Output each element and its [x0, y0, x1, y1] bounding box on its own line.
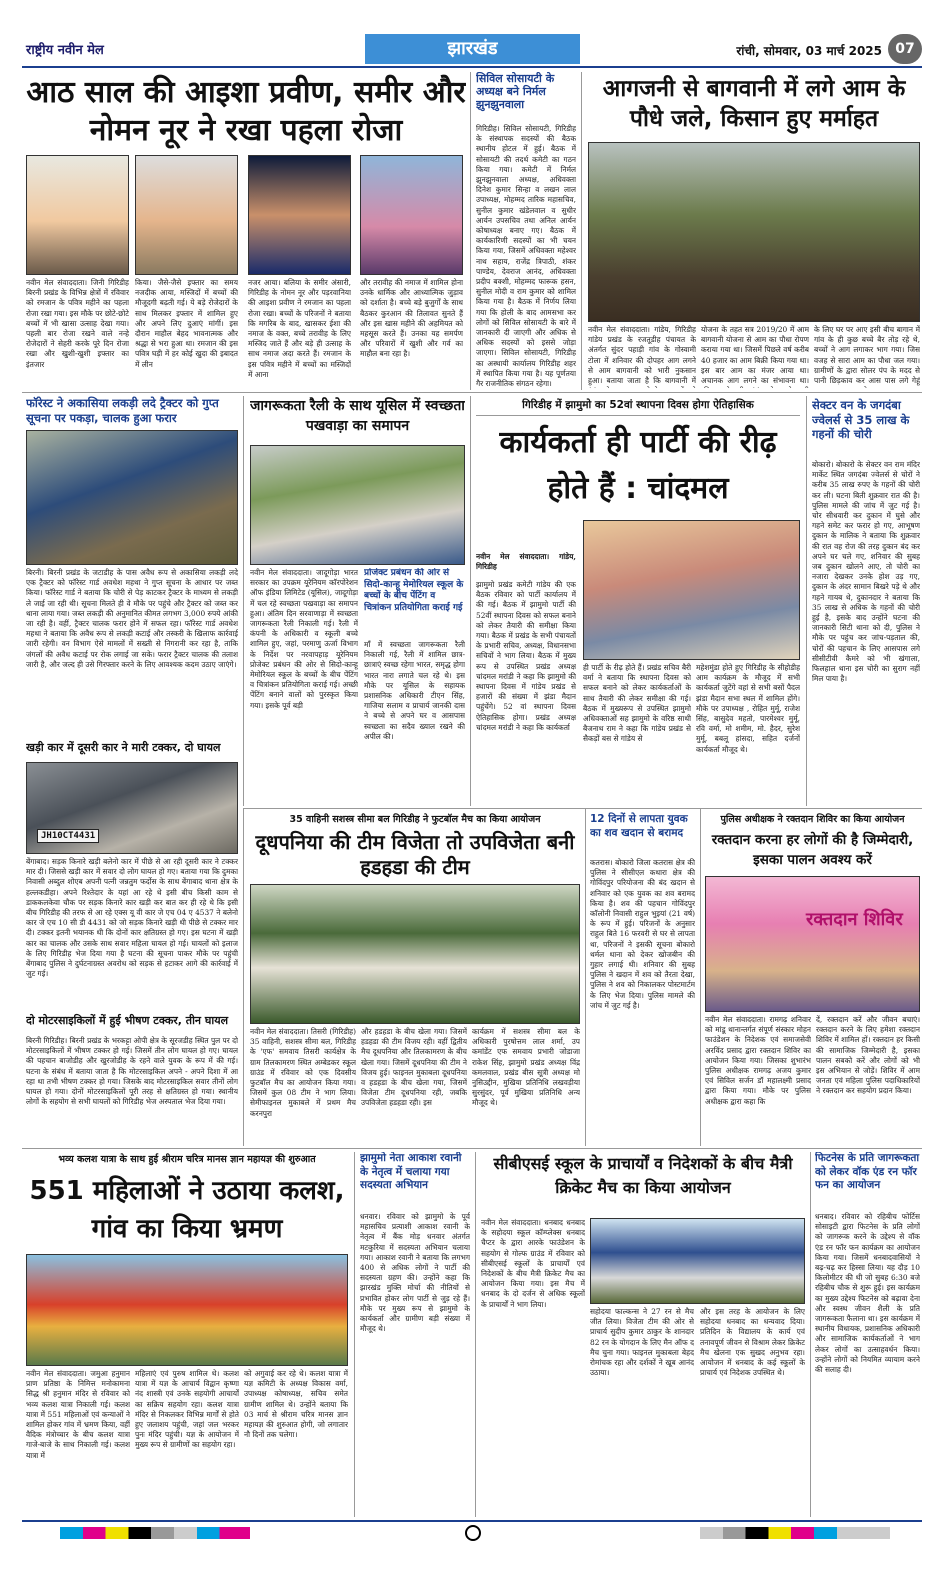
story16-headline: फिटनेस के प्रति जागरूकता को लेकर वॉक एंड रन फॉर फन का आयोजन — [815, 1152, 920, 1191]
story2-headline: सिविल सोसायटी के अध्यक्ष बने निर्मल झुनझुनवाला — [476, 72, 555, 111]
story10-kicker: 35 वाहिनी सशस्त्र सीमा बल गिरिडीह ने फुटबॉल मैच का किया आयोजन — [289, 814, 541, 825]
registration-marks-left — [60, 1527, 250, 1539]
story6-col3: महेशमुंडा होते हुए गिरिडीह के सीहोडीह आम कार्यक्रम के मौजूद में सभी कार्यकर्ता जुटेंगे वहां से सभी बसों पैदल झंडा मैदान सभा स्थल में शामिल होंगे। मौके पर उपाध्यक्ष , रोहित मुर्मू, राजेश सिंह, बासुदेव महतो, पारमेश्वर मुर्मू, रवि वर्मा, मो शमीम, मो. हैदर, सुरेश मुर्मू, बबलू हांसदा, सहित दर्जनों कार्यकर्ता मौजूद थे। — [696, 663, 800, 754]
story3-col3: के लिए घर पर आए इसी बीच बागान में गांव के ही कुछ बच्चे बैर तोड़ रहे थे, बच्चों ने आग लगाकर भाग गया। जिस वजह से सारा आम का पौधा जल गया। ग्रामीणों के द्वारा सोलर पंप के मदद से पानी छिड़काव कर आस पास लगे गेहूं — [814, 325, 920, 386]
story7-body: बोकारो। बोकारो के सेक्टर वन राम मंदिर मार्केट स्थित जगदंबा ज्वेलर्स से चोरों ने करीब 35 लाख रुपए के गहनों की चोरी कर ली। घटना बिती शुक्रवार रात की है। पुलिस मामले की जांच में जुट गई है। चोर सीधवारी कर दुकान में घुसे और गहने समेट कर फरार हो गए, आभूषण दुकान के मालिक ने बताया कि शुक्रवार की रात वह रोज की तरह दुकान बंद कर अपने घर चले गए, शनिवार की सुबह जब दुकान खोलने आए, तो चोरी का नजारा देखकर उनके होश उड़ गए, दुकान के अंदर सामान बिखरे पड़े थे और गहने गायब थे, दुकानदार ने बताया कि 35 लाख से अधिक के गहनों की चोरी हुई है, इसके बाद उन्होंने घटना की जानकारी सिटी थाना को दी, पुलिस ने मौके पर पहुंच कर जांच-पड़ताल की, चोरों की पहचान के लिए आसपास लगे सीसीटीवी कैमरे को भी खंगाला, फिलहाल थाना इस चोरी का सुराग नहीं मिल पाया है। — [812, 460, 920, 684]
registration-target-icon — [465, 1525, 481, 1541]
story15-col3: और इस तरह के आयोजन के लिए सहोदया धनबाद का धन्यवाद दिया। प्रतिदिन के विद्यालय के कार्य एवं तनावपूर्ण जीवन से विश्राम लेकर क्रिकेट मैच खेलना एक सुखद अनुभव रहा। आयोजन में धनबाद के कई स्कूलों के प्राचार्य एवं निदेशक उपस्थित थे। — [700, 1307, 805, 1378]
story10-col1: नवीन मेल संवाददाता। तिसरी (गिरिडीह) 35 वाहिनी, सशस्त्र सीमा बल, गिरिडीह के 'एफ' समवाय तिसरी कार्यक्षेत्र के ग्राम तिलकामरण स्थित अम्बेडकर स्कूल ग्राउंड में रविवार को एक दिवसीय फुटबॉल मैच का आयोजन किया गया। जिसमें कुल 08 टीम ने भाग लिया। सेमीफाइनल मुकाबले में प्रथम मैच करनपुरा — [250, 1027, 356, 1118]
page-number: 07 — [888, 34, 922, 64]
story1-col4: और तरावीह की नमाज में शामिल होना उनके धार्मिक और आध्यात्मिक जुड़ाव को दर्शाता है। बच्चे बड़े बुजुर्गों के साथ बैठकर कुरआन की तिलावत सुनते हैं और इस खास महीने की अहमियत को महसूस करते हैं। उनका यह समर्पण और परिवारों में खुशी और गर्व का माहौल बना रहा है। — [360, 278, 463, 359]
story11-body: कतरास। बोकारो जिला कतरास क्षेत्र की पुलिस ने सीसीएल कथारा क्षेत्र की गोविंदपुर परियोजना की बंद खदान से शनिवार को एक युवक का शव बरामद किया है। शव की पहचान गोविंदपुर कॉलोनी निवासी राहुल भुइयां (21 वर्ष) के रूप में हुई। परिजनों के अनुसार राहुल बिते 16 फरवरी से घर से लापता था, परिजनों ने इसकी सूचना बोकारो थर्मल थाना को देकर खोजबीन की गुहार लगाई थी। शनिवार की सुबह पुलिस ने खदान में शव को तैरता देखा, पुलिस ने शव को निकालकर पोस्टमार्टम के लिए भेज दिया। पुलिस मामले की जांच में जुट गई है। — [590, 858, 695, 1010]
story11-headline: 12 दिनों से लापता युवक का शव खदान से बरामद — [590, 813, 688, 839]
story1-col1: नवीन मेल संवाददाता। जिनी गिरिडीह बिरनी प्रखंड के विभिन्न क्षेत्रों में रविवार को रमजान के पवित्र महीने का पहला रोजा रखा गया। इस मौके पर छोटे-छोटे बच्चों में भी खासा उत्साह देखा गया। पहली बार रोजा रखने वाले नन्हे रोजेदारों ने सेहरी करके पूरे दिन रोजा रखा और खुशी-खुशी इफ्तार का इंतजार — [26, 278, 129, 369]
story12-col2: दें, रक्तदान करें और जीवन बचाएं। रक्तदान करने के लिए हमेशा रक्तदान शिविर में शामिल हों। रक्तदान हर किसी की सामाजिक जिम्मेदारी है, इसका पालन सबको करें और लोगों को भी इस अभियान से जोड़ें। शिविर में आम जनता एवं महिला पुलिस पदाधिकारियों ने रक्तदान कर सहयोग प्रदान किया। — [816, 1015, 920, 1096]
child-photo-1 — [26, 155, 129, 275]
story10-headline: दूधपनिया की टीम विजेता तो उपविजेता बनी हडहडा की टीम — [255, 830, 575, 879]
child-photo-2 — [135, 155, 238, 275]
story1-headline: आठ साल की आइशा प्रवीण, समीर और नोमन नूर ने रखा पहला रोजा — [26, 75, 466, 148]
football-team-photo — [250, 884, 580, 1024]
story10-col3: कार्यक्रम में सशस्त्र सीमा बल के अधिकारी पुरषोत्तम लाल शर्मा, उप कमांडेंट एफ समवाय प्रभारी जोडाजा राकेश सिंह, झामुमो प्रखंड अध्यक्ष विंद्र कमलवाल, प्रखंड बीस सूत्री अध्यक्ष मो नुसिउद्दीन, मुखिया प्रतिनिधि लखवड़ीया सुरसुंदर, पूर्व मुखिया प्रतिनिधि अन्य मौजूद थे। — [472, 1027, 580, 1108]
car-crash-photo — [26, 762, 238, 854]
kalash-yatra-photo — [26, 1254, 348, 1366]
child-photo-4 — [360, 155, 463, 275]
child-photo-3 — [248, 155, 351, 275]
orchard-fire-photo — [588, 142, 920, 322]
story7-headline: सेक्टर वन के जगदंबा ज्वेलर्स से 35 लाख के गहनों की चोरी — [812, 398, 910, 441]
story10-col2: और हडहडा के बीच खेला गया। जिसमें हडहडा की टीम विजय रही। वहीं द्वितीय मैच दूधपनिया और तिलकामरण के बीच खेला गया। जिसमें दूधपनिया की टीम ने विजय हुई। फाइनल मुकाबला दूधपनिया व हडहडा के बीच खेला गया, जिसमें विजेता टीम दूधपनिया रही, जबकि उपविजेता हडहडा रही। इस — [361, 1027, 467, 1108]
story5-side-head: प्रोजेक्ट प्रबंधन की ओर से सिदो-कान्हू मेमोरियल स्कूल के बच्चों के बीच पेंटिंग व चित्रांकन प्रतियोगिता कराई गई — [364, 568, 464, 613]
story13-headline: 551 महिलाओं ने उठाया कलश, गांव का किया भ्रमण — [29, 1176, 345, 1244]
story1-col3: नजर आया। बलिया के समीर अंसारी, गिरिडीह के नोमन नूर और पड़रवानिया की आइशा प्रवीण ने रमजान का पहला रोजा रखा। बच्चों के परिजनों ने बताया कि मगरिब के बाद, खासकर ईशा की नमाज के वक्त, बच्चे तरावीह के लिए मस्जिद जाते हैं और बड़े ही उत्साह के साथ नमाज अदा करते हैं। रमजान के इस पवित्र महीने में बच्चों का मस्जिदों में आना — [248, 278, 351, 379]
story8-body: बेंगाबाद। सड़क किनारे खड़ी बलेनो कार में पीछे से आ रही दूसरी कार ने टक्कर मार दी। जिससे खड़ी कार में सवार दो लोग घायल हो गए। बताया गया कि दुमका निवासी अब्दुल शोएब अपनी पत्नी जन्नतुम फर्दोस के साथ बेंगाबाद थाना क्षेत्र के हल्लकडीहा। अपने रिश्तेदार के यहां आ रहे थे इसी बीच किसी काम से डाककलकेवा चौक पर सड़क किनारे कार खड़ी कर बात कर ही रहे थे कि इसी बीच गिरिडीह की तरफ से आ रहे एक्स यू वी कार जे एच 04 ए 4537 ने बलेनो कार जे एच 10 सी डी 4431 को जो सड़क किनारे खड़ी थी पीछे से टक्कर मार दी। टक्कर इतनी भयानक थी कि दोनों कार क्षतिग्रस्त हो गए। इस घटना में खड़ी कार का चालक और उसके साथ सवार महिला घायल हो गई। घायलों को इलाज के लिए गिरिडीह भेज दिया गया है घटना की सूचना पाकर मौके पर पहुंची बेंगाबाद पुलिस ने दुर्घटनाग्रस्त अवरोध को सड़क से हटाकर आगे की कार्रवाई में जुट गई। — [26, 857, 238, 979]
story5-col2: माँ में स्वच्छता जागरूकता रैली निकाली गई, रैली में शामिल छात्र-छात्राएं स्वच्छ रहेगा भारत, समृद्ध होगा भारत नारा लगाते चल रहे थे। इस मौके पर यूसिल के सहायक प्रशासनिक अधिकारी टीएन सिंह, गाजिया सलाम व प्राचार्य जानकी दास ने बच्चे से अपने घर व आसपास स्वच्छता का सदैव ख्याल रखने की अपील की। — [364, 640, 465, 741]
section-title: झारखंड — [365, 34, 580, 64]
story8-headline: खड़ी कार में दूसरी कार ने मारी टक्कर, दो घायल — [26, 741, 221, 754]
number-plate: JH10CT4431 — [37, 829, 99, 843]
dateline: रांची, सोमवार, 03 मार्च 2025 — [736, 44, 882, 58]
story15-headline: सीबीएसई स्कूल के प्राचार्यों व निदेशकों के बीच मैत्री क्रिकेट मैच का किया आयोजन — [493, 1154, 793, 1197]
story6-kicker: गिरिडीह में झामुमो का 52वां स्थापना दिवस होगा ऐतिहासिक — [476, 398, 800, 416]
story6-col1: झामुमो प्रखंड कमेटी गांडेय की एक बैठक रविवार को पार्टी कार्यालय में की गई। बैठक में झामुमो पार्टी की 52वीं स्थापना दिवस को सफल बनाने को लेकर तैयारी की समीक्षा किया गया। बैठक में प्रखंड के सभी पंचायतों के प्रभारी सचिव, अध्यक्ष, विधानसभा सचिवों ने भाग लिया। बैठक में मुख्य रूप से उपस्थित प्रखंड अध्यक्ष चांदमल मरांडी ने कहा कि झामुमो की स्थापना दिवस में गांडेय प्रखंड से हजारों की संख्या में झंडा मैदान पहुंचेंगे। 52 वां स्थापना दिवस ऐतिहासिक होगा। प्रखंड अध्यक्ष चांदमल मरांडी ने कहा कि कार्यकर्ता — [476, 580, 576, 732]
story2-body: गिरिडीह। सिविल सोसायटी, गिरिडीह के संस्थापक सदस्यों की बैठक स्थानीय होटल में हुई। बैठक में सोसायटी की तदर्थ कमेटी का गठन किया गया। कमेटी में निर्मल झुनझुनवाला अध्यक्ष, अधिवक्ता दिनेश कुमार सिन्हा व लखन लाल उपाध्यक्ष, मोहम्मद तारिक महासचिव, सुनील कुमार खंडेलवाल व सुधीर आर्यन उपसचिव तथा अनिल आर्यन कोषाध्यक्ष बनाए गए। बैठक में कार्यकारिणी सदस्यों का भी चयन किया गया, जिसमें अधिवक्ता महेश्वर नाथ सहाय, राजेंद्र त्रिपाठी, शंकर पाण्डेय, देवराज आनंद, अधिवक्ता प्रदीप बक्शी, मोहम्मद फारूक हसन, सुनील मोदी व राम कुमार को शामिल किया गया है। बैठक में निर्णय लिया गया कि होली के बाद आमसभा कर लोगों को सिविल सोसायटी के बारे में जानकारी दी जाएगी और अधिक से अधिक सदस्यों को इससे जोड़ा जाएगा। सिविल सोसायटी, गिरिडीह का अस्थायी कार्यालय गिरिडीह शहर में स्थापित किया गया है। यह पूर्णतया गैर राजनीतिक संगठन रहेगा। — [476, 124, 576, 389]
story4-headline: फॉरेस्ट ने अकासिया लकड़ी लदे ट्रैक्टर को गुप्त सूचना पर पकड़ा, चालक हुआ फरार — [26, 396, 219, 425]
story13-col2: महिलाएं एवं पुरुष शामिल थे। कलश यात्रा में यज्ञ के आचार्य विद्वान कृष्णा नंद शास्त्री एवं उनके सहयोगी आचार्यों का सक्रिय सहयोग रहा। कलश यात्रा मंदिर से निकलकर विभिन्न मार्गों से होते हुए जलाशय पहुंची, जहां जल भरकर पुनः मंदिर पहुंची। यज्ञ के आयोजन में मुख्य रूप से ग्रामीणों का सहयोग रहा। — [135, 1369, 239, 1450]
story5-col1: नवीन मेल संवाददाता। जादूगोड़ा भारत सरकार का उपक्रम यूरेनियम कॉरपोरेशन ऑफ इंडिया लिमिटेड (यूसिल), जादूगोड़ा में चल रहे स्वच्छता पखवाड़ा का समापन हुआ। अंतिम दिन सरवाणाड़ा में स्वच्छता जागरूकता रैली निकाली गई। रैली में कंपनी के अधिकारी व स्कूली बच्चे शामिल हुए, जहां, परमाणु ऊर्जा विभाग के निर्देश पर नरवापहाड़ यूरेनियम प्रोजेक्ट प्रबंधन की ओर से सिदो-कान्हू मेमोरियल स्कूल के बच्चों के बीच पेंटिंग व चित्रांकन प्रतियोगिता कराई गई। अच्छी पेंटिंग बनाने वालों को पुरस्कृत किया गया। इसके पूर्व बड़ी — [250, 568, 358, 710]
story6-byline: नवीन मेल संवाददाता। गांडेय, गिरिडीह — [476, 552, 576, 572]
paper-logo: राष्ट्रीय नवीन मेल — [26, 43, 104, 58]
story13-col3: को अगुवाई कर रहे थे। कलश यात्रा में यज्ञ कमिटी के अध्यक्ष विकास वर्मा, उपाध्यक्ष कोषाध्यक्ष, सचिव समेत ग्रामीण शामिल थे। उन्होंने बताया कि 03 मार्च से श्रीराम चरित्र मानस ज्ञान महायज्ञ की शुरुआत होगी, जो लगातार नौ दिनों तक चलेगा। — [244, 1369, 348, 1440]
story15-col2: सहोदया फाल्कन्स ने 27 रन से मैच जीत लिया। विजेता टीम की ओर से प्राचार्य सुदीप कुमार ठाकुर के शानदार 82 रन के योगदान के लिए मैन ऑफ द मैच चुना गया। फाइनल मुकाबला बेहद रोमांचक रहा और दर्शकों ने खूब आनंद उठाया। — [590, 1307, 694, 1378]
story9-headline: दो मोटरसाइकिलों में हुई भीषण टक्कर, तीन घायल — [26, 1014, 229, 1027]
camp-banner: रक्तदान शिविर — [806, 909, 903, 930]
masthead — [22, 34, 922, 64]
story13-kicker: भव्य कलश यात्रा के साथ हुई श्रीराम चरित्र मानस ज्ञान महायज्ञ की शुरुआत — [58, 1154, 316, 1165]
registration-marks-right — [700, 1527, 890, 1539]
story16-body: धनबाद। रविवार को रहिबीच फोर्टिस सोसाइटी द्वारा फिटनेस के प्रति लोगों को जागरूक करने के उद्देश्य से वॉक एंड रन फॉर फन कार्यक्रम का आयोजन किया गया। जिसमें धनबादवासियों ने बढ़-चढ़ कर हिस्सा लिया। यह दौड़ 10 किलोमीटर की थी जो सुबह 6:30 बजे रहिबीच चौक से शुरू हुई। इस कार्यक्रम का मुख्य उद्देश्य फिटनेस को बढ़ावा देना और स्वस्थ जीवन शैली के प्रति जागरूकता फैलाना था। इस कार्यक्रम में स्थानीय विधायक, प्रशासनिक अधिकारी और सामाजिक कार्यकर्ताओं ने भाग लेकर लोगों का उत्साहवर्धन किया। उन्होंने लोगों को नियमित व्यायाम करने की सलाह दी। — [815, 1212, 920, 1375]
story4-body: बिरनी। बिरनी प्रखंड के जटाडीह के पास अवैध रूप से अकासिया लकड़ी लदे एक ट्रैक्टर को फॉरेस्ट गार्ड अवधेश महथा ने गुप्त सूचना के आधार पर जब्त किया। फॉरेस्ट गार्ड ने बताया कि चोरी से पेड़ काटकर ट्रैक्टर के माध्यम से लकड़ी ले जाई जा रही थी। सूचना मिलते ही वे मौके पर पहुंचे और ट्रैक्टर को जब्त कर थाना लाया गया। जब्त लकड़ी की अनुमानित कीमत लगभग 3,000 रुपये आंकी जा रही है। वहीं, ट्रैक्टर चालक फरार होने में सफल रहा। फॉरेस्ट गार्ड अवधेश महथा ने बताया कि अवैध रूप से लकड़ी कटाई और तस्करी के खिलाफ कार्रवाई जारी रहेगी। वन विभाग ऐसे मामलों में सख्ती से निगरानी कर रहा है, ताकि जंगलों की अवैध कटाई पर रोक लगाई जा सके। फरार ट्रैक्टर चालक की तलाश जारी है, और जल्द ही उसे गिरफ्तार करने के लिए आवश्यक कदम उठाए जाएंगे। — [26, 568, 238, 669]
story3-col2: योजना के तहत सत्र 2019/20 में आम बागवानी योजना से आम का पौधा रोपण कराया गया था। जिसमें पिछले वर्ष करीब 40 हजार का आम बिक्री किया गया था। इस बार आम का मंजर आया था। अचानक आग लगने का संभावना था। — [701, 325, 809, 386]
story6-col2: ही पार्टी के रीढ़ होते हैं। प्रखंड सचिव बैरी वर्मा ने बताया कि स्थापना दिवस को सफल बनाने को लेकर कार्यकर्ताओं के साथ तैयारी की लेकर समीक्षा की गई। बैठक में मुख्यरूप से उपस्थित झामुमो अधिवक्ताओं सह झामुमो के वरिष्ठ साथी बैजनाथ राम ने कहा कि गांडेय प्रखंड से सैकड़ों बस से गांडेय से — [583, 663, 691, 744]
rally-photo — [250, 445, 465, 565]
story15-col1: नवीन मेल संवाददाता। धनबाद धनबाद के सहोदया स्कूल कॉम्प्लेक्स धनबाद चैप्टर के द्वारा आरके फाउंडेशन के सहयोग से गोल्फ ग्राउंड में रविवार को सीबीएसई स्कूलों के प्राचार्यों एवं निदेशकों के बीच मैत्री क्रिकेट मैच का आयोजन किया गया। इस मैच में धनबाद के दो दर्जन से अधिक स्कूलों के प्राचार्यों ने भाग लिया। — [481, 1218, 585, 1309]
story14-headline: झामुमो नेता आकाश रवानी के नेतृत्व में चलाया गया सदस्यता अभियान — [360, 1152, 462, 1191]
story12-kicker: पुलिस अधीक्षक ने रक्तदान शिविर का किया आयोजन — [720, 814, 905, 825]
story3-headline: आगजनी से बागवानी में लगे आम के पौधे जले, किसान हुए मर्माहत — [602, 76, 906, 132]
story6-headline: कार्यकर्ता ही पार्टी की रीढ़ होते हैं : चांदमल — [499, 425, 777, 506]
story13-col1: नवीन मेल संवाददाता। जमुआ हनुमान प्राण प्रतिष्ठा के निमित्त मनोकामना सिद्ध श्री हनुमान मंदिर से रविवार को भव्य कलश यात्रा निकाली गई। कलश यात्रा में 551 महिलाओं एवं कन्याओं ने शामिल होकर गांव में भ्रमण किया, वहीं वैदिक मंत्रोच्चार के बीच कलश यात्रा गाजे-बाजे के साथ निकाली गई। कलश यात्रा में — [26, 1369, 130, 1460]
jmm-meeting-photo — [583, 520, 800, 660]
story12-headline: रक्तदान करना हर लोगों की है जिम्मेदारी, इसका पालन अवश्य करें — [711, 832, 914, 868]
cricket-team-photo — [590, 1218, 805, 1304]
story1-col2: किया। जैसे-जैसे इफ्तार का समय नजदीक आया, मस्जिदों में बच्चों की मौजूदगी बढ़ती गई। ये बड़े रोजेदारों के साथ मिलकर इफ्तार में शामिल हुए और अपने लिए दुआएं मांगीं। इस दौरान माहौल बेहद भावनात्मक और श्रद्धा से भरा हुआ था। रमजान की इस पवित्र घड़ी में हर कोई खुदा की इबादत में लीन — [135, 278, 238, 369]
story3-col1: नवीन मेल संवाददाता। गांडेय, गिरिडीह गांडेय प्रखंड के रजतूडीह पंचायत के अंतर्गत सुंदर पहाड़ी गांव के गोस्वामी टोला में शनिवार की दोपहर आग लगने से आम बागवानी को भारी नुकसान हुआ। बताया जाता है कि बागवानी में — [588, 325, 696, 386]
story14-body: धनवार। रविवार को झामुमो के पूर्व महासचिव प्रत्याशी आकाश रवानी के नेतृत्व में बैंक मोड़ धनवार अंतर्गत मटकुरिया में सदस्यता अभियान चलाया गया। आकाश रवानी ने बताया कि लगभग 400 से अधिक लोगों ने पार्टी की सदस्यता ग्रहण की। उन्होंने कहा कि झारखंड मुक्ति मोर्चा की नीतियों से प्रभावित होकर लोग पार्टी से जुड़ रहे हैं। मौके पर मुख्य रूप से झामुमो के कार्यकर्ता और ग्रामीण बड़ी संख्या में मौजूद थे। — [360, 1212, 470, 1334]
story12-col1: नवीन मेल संवाददाता। रामगढ़ शनिवार को मांडू थानान्तर्गत संपूर्ण संस्कार मोहन फाउंडेशन के निदेशक एवं समाजसेवी अरविंद प्रसाद द्वारा रक्तदान शिविर का आयोजन किया गया। जिसका शुभारंभ पुलिस अधीक्षक रामगढ़ अजय कुमार एवं सिविल सर्जन डॉ महालक्ष्मी प्रसाद द्वारा किया गया। मौके पर पुलिस अधीक्षक द्वारा कहा कि — [705, 1015, 811, 1106]
tractor-photo — [26, 430, 238, 565]
story5-headline: जागरूकता रैली के साथ यूसिल में स्वच्छता पखवाड़ा का समापन — [250, 398, 465, 434]
blood-camp-photo — [705, 876, 920, 1012]
story9-body: बिरनी गिरिडीह। बिरनी प्रखंड के भरकट्टा ओपी क्षेत्र के सूरजडीह स्थित पुल पर दो मोटरसाइकिलों में भीषण टक्कर हो गई। जिसमें तीन लोग घायल हो गए। घायल की पहचान बाजोडीह और खुरजोडीह के रहने वाले युवक के रूप में की गई। घटना के संबंध में बताया जाता है कि मोटरसाइकिल अपने - अपने दिशा में आ रहा था तभी भीषण टक्कर हो गया। जिसके बाद मोटरसाइकिल सवार तीनों लोग घायल हो गया। दोनों मोटरसाइकिलों पूरी तरह से क्षतिग्रस्त हो गया। स्थानीय लोगों के सहयोग से सभी घायलों को गिरिडीह भेज अस्पताल भेज दिया गया। — [26, 1036, 238, 1107]
